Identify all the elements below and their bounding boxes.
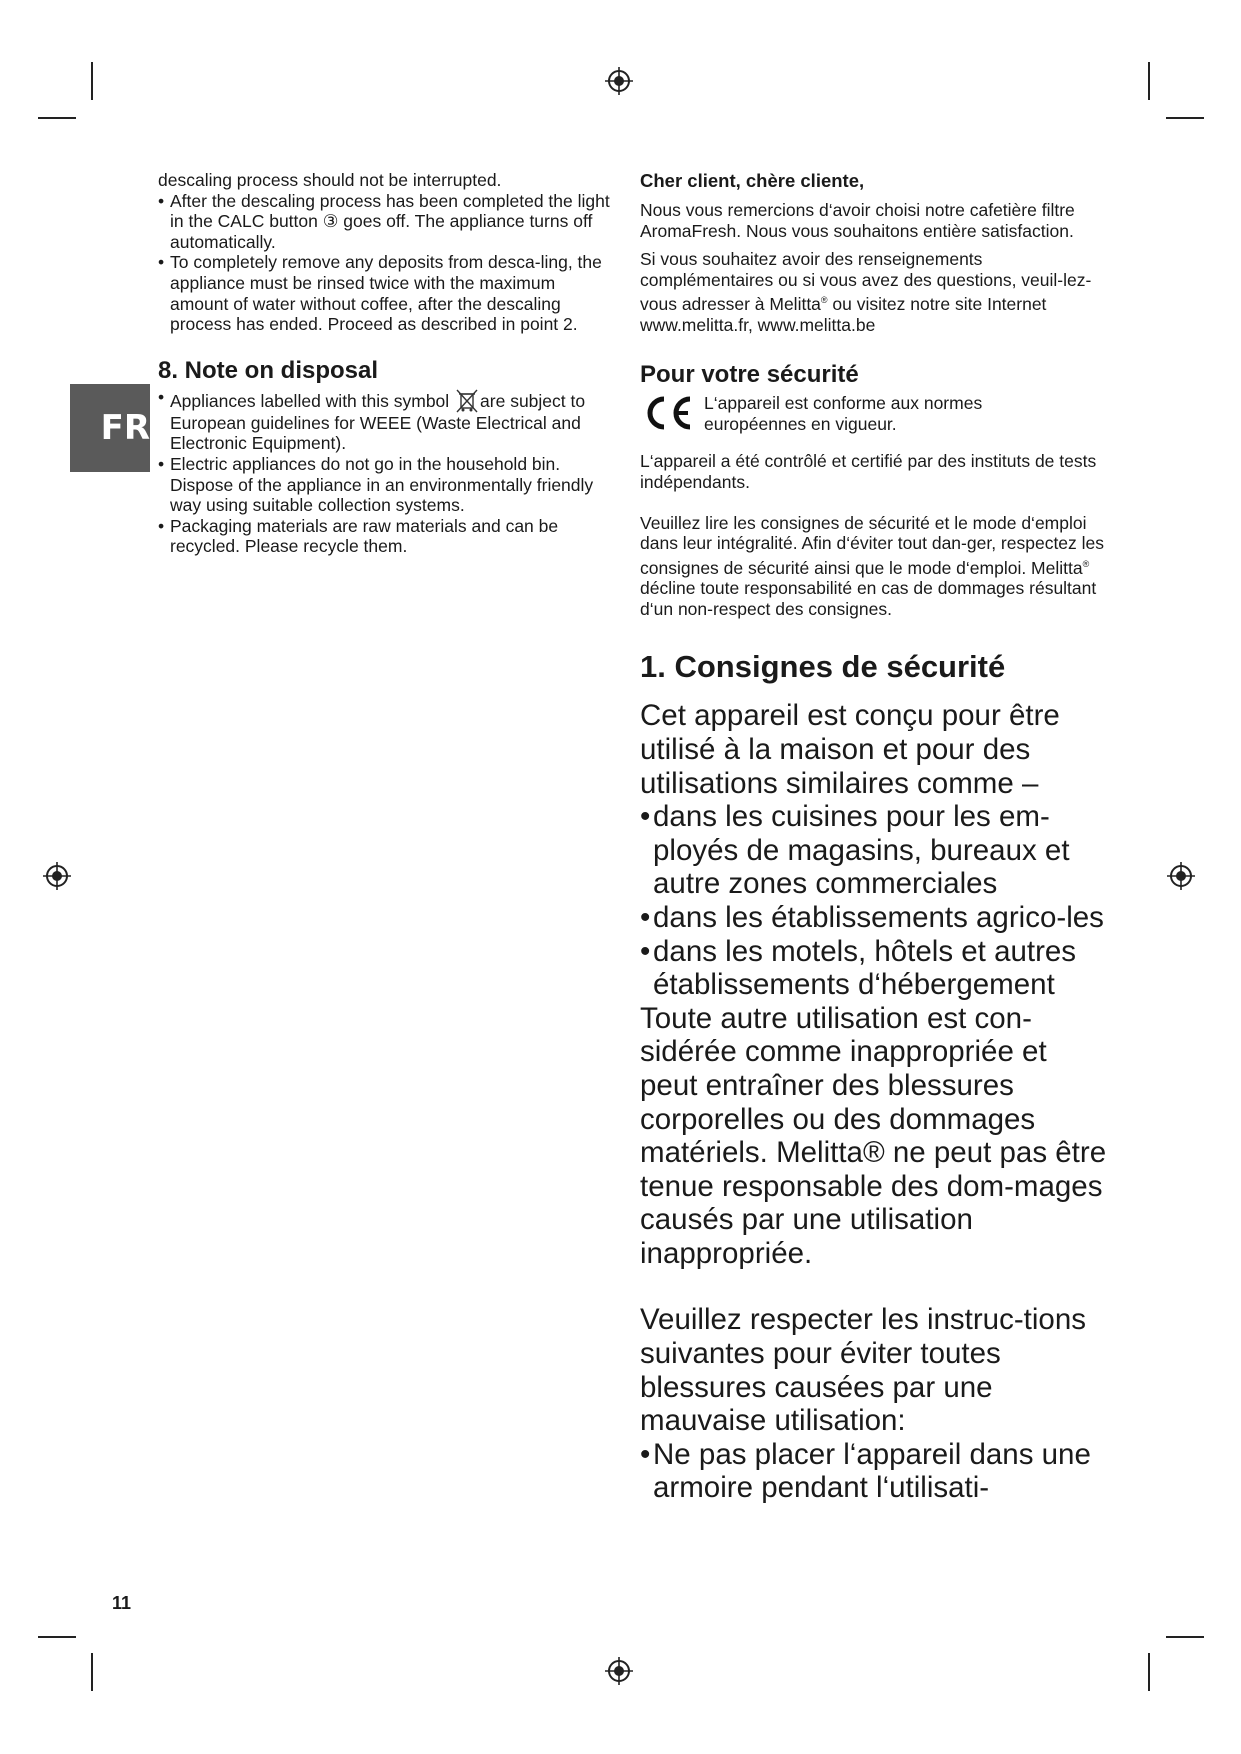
crop-mark-tl-h: [38, 117, 76, 119]
use-item-2: • dans les établissements agrico-les: [640, 901, 1110, 935]
certified-paragraph: L‘appareil a été contrôlé et certifié par des instituts de tests indépendants.: [640, 451, 1097, 492]
disposal-bullet-2: • Electric appliances do not go in the household bin. Dispose of the appliance in an environmentally friendly way using suitable collection systems.: [158, 454, 613, 516]
left-column: [158, 170, 613, 557]
registration-mark-bottom-icon: [604, 1656, 634, 1686]
ce-text: L‘appareil est conforme aux normes européennes en vigueur.: [704, 393, 983, 434]
read-pre: Veuillez lire les consignes de sécurité et le mode d‘emploi dans leur intégralité. Afin d‘éviter tout dan-ger, respectez les consignes de sécurité ainsi que le mode d‘emploi. Melitta: [640, 512, 1105, 578]
section-1-title: 1. Consignes de sécurité: [640, 649, 1006, 685]
crop-mark-br-v: [1148, 1653, 1150, 1691]
info-pre: Si vous souhaitez avoir des renseignements complémentaires ou si vous avez des questions, veuil-lez-vous adresser à Melitta: [640, 249, 1092, 315]
info-post: ou visitez notre site Internet www.melitta.fr, www.melitta.be: [640, 294, 1047, 335]
use-item-3: • dans les motels, hôtels et autres établissements d‘hébergement: [640, 935, 1110, 1002]
respect-paragraph: Veuillez respecter les instruc-tions suivantes pour éviter toutes blessures causées par une mauvaise utilisation:: [640, 1303, 1086, 1438]
crop-mark-br-h: [1166, 1636, 1204, 1638]
ce-mark-icon: [640, 393, 694, 433]
disposal-bullet-1-post: are subject to European guidelines for WEEE (Waste Electrical and Electronic Equipment).: [170, 390, 586, 454]
registration-mark-left-icon: [42, 861, 72, 891]
crop-mark-tr-h: [1166, 117, 1204, 119]
disposal-bullet-1-pre: Appliances labelled with this symbol: [170, 390, 455, 411]
descaling-bullet-1: • After the descaling process has been completed the light in the CALC button ③ goes off. The appliance turns off automatically.: [158, 191, 613, 253]
crop-mark-bl-v: [91, 1653, 93, 1691]
safety-title: Pour votre sécurité: [640, 361, 859, 389]
intro-paragraph: Cet appareil est conçu pour être utilisé à la maison et pour des utilisations similaires comme –: [640, 699, 1060, 800]
section-8-title: 8. Note on disposal: [158, 356, 379, 384]
descaling-bullet-2: • To completely remove any deposits from desca-ling, the appliance must be rinsed twice with the maximum amount of water without coffee, after the descaling process has ended. Proceed as described in point 2.: [158, 252, 613, 334]
thanks-paragraph: Nous vous remercions d‘avoir choisi notre cafetière filtre AromaFresh. Nous vous souhaitons entière satisfaction.: [640, 200, 1075, 241]
right-column: [640, 170, 1110, 1505]
weee-bin-icon: [454, 387, 480, 413]
crop-mark-bl-h: [38, 1636, 76, 1638]
page-number: 11: [112, 1593, 132, 1613]
info-paragraph: [640, 249, 1110, 335]
descaling-bullets: [158, 191, 613, 335]
language-tab: [70, 384, 150, 472]
instructions-list: [640, 1438, 1110, 1505]
disposal-bullet-3: • Packaging materials are raw materials and can be recycled. Please recycle them.: [158, 516, 613, 557]
greeting: Cher client, chère cliente,: [640, 170, 865, 191]
continued-text: descaling process should not be interrupted.: [158, 170, 502, 190]
uses-list: [640, 800, 1110, 1002]
registered-mark: ®: [820, 295, 828, 306]
crop-mark-tl-v: [91, 62, 93, 100]
use-item-1: • dans les cuisines pour les em-ployés de magasins, bureaux et autre zones commerciales: [640, 800, 1110, 901]
crop-mark-tr-v: [1148, 62, 1150, 100]
ce-block: [640, 393, 1110, 441]
registration-mark-top-icon: [604, 66, 634, 96]
other-use-paragraph: Toute autre utilisation est con-sidérée comme inappropriée et peut entraîner des blessures corporelles ou des dommages matériels. Melitta® ne peut pas être tenue responsable des dom-mages causés par une utilisation inappropriée.: [640, 1001, 1107, 1270]
disposal-bullet-1: [158, 387, 613, 454]
registered-mark-2: ®: [1082, 558, 1090, 569]
disposal-bullets: [158, 387, 613, 557]
registration-mark-right-icon: [1166, 861, 1196, 891]
read-paragraph: [640, 513, 1110, 620]
language-tab-label: FR: [100, 408, 150, 448]
instruction-item-1: • Ne pas placer l‘appareil dans une armoire pendant l‘utilisati-: [640, 1438, 1110, 1505]
read-post: décline toute responsabilité en cas de dommages résultant d‘un non-respect des consignes.: [640, 578, 1097, 619]
